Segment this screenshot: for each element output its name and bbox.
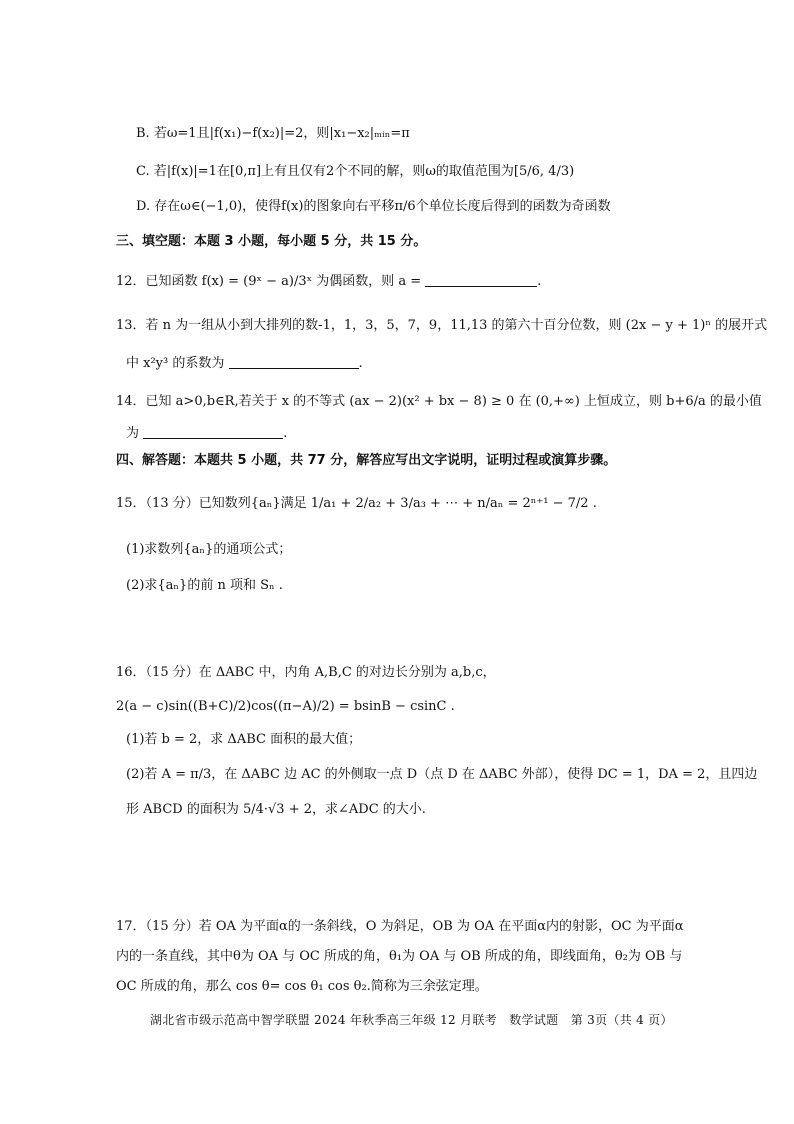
question-16-formula: 2(a − c)sin((B+C)/2)cos((π−A)/2) = bsinB − csinC . xyxy=(116,699,455,714)
question-16-part-2a: (2)若 A = π/3，在 ΔABC 边 AC 的外侧取一点 D（点 D 在 ΔABC 外部），使得 DC = 1，DA = 2，且四边 xyxy=(126,767,758,782)
question-12-text: 12．已知函数 f(x) = (9ˣ − a)/3ˣ 为偶函数，则 a = xyxy=(116,274,422,289)
question-15-part-1: (1)求数列{aₙ}的通项公式； xyxy=(126,542,292,557)
option-c: C. 若|f(x)|=1在[0,π]上有且仅有2个不同的解，则ω的取值范围为[5/6, 4/3) xyxy=(136,164,575,179)
question-15-stem: 15．（13 分）已知数列{aₙ}满足 1/a₁ + 2/a₂ + 3/a₃ + ⋯ + n/aₙ = 2ⁿ⁺¹ − 7/2 . xyxy=(116,496,597,511)
question-13-line-2: 中 x²y³ 的系数为 . xyxy=(126,356,363,371)
answer-blank-14[interactable] xyxy=(143,424,283,439)
answer-blank-13[interactable] xyxy=(229,354,359,369)
question-13-line-1: 13．若 n 为一组从小到大排列的数-1，1，3，5，7，9，11,13 的第六十百分位数，则 (2x − y + 1)ⁿ 的展开式 xyxy=(116,318,768,333)
question-17-text: 17．（15 分）若 OA 为平面α的一条斜线，O 为斜足，OB 为 OA 在平面α内的射影，OC 为平面α内的一条直线，其中θ为 OA 与 OC 所成的角，θ₁为 OA 与 OB 所成的角，即线面角，θ₂为 OB 与 OC 所成的角，那么 cos θ= cos θ₁ cos θ₂.简称为三余弦定理。 xyxy=(116,919,684,994)
option-b: B. 若ω=1且|f(x₁)−f(x₂)|=2，则|x₁−x₂|ₘᵢₙ=π xyxy=(136,126,410,141)
question-12: 12．已知函数 f(x) = (9ˣ − a)/3ˣ 为偶函数，则 a = . xyxy=(116,274,542,289)
question-13-text: 中 x²y³ 的系数为 xyxy=(126,356,225,371)
question-14-line-1: 14．已知 a>0,b∈R,若关于 x 的不等式 (ax − 2)(x² + bx − 8) ≥ 0 在 (0,+∞) 上恒成立，则 b+6/a 的最小值 xyxy=(116,394,762,409)
question-14-text: 为 xyxy=(126,426,140,441)
section-4-heading: 四、解答题：本题共 5 小题，共 77 分，解答应写出文字说明，证明过程或演算步骤。 xyxy=(116,453,617,468)
page-footer: 湖北省市级示范高中智学联盟 2024 年秋季高三年级 12 月联考 数学试题 第 3页（共 4 页） xyxy=(150,1013,673,1027)
question-16-part-1: (1)若 b = 2，求 ΔABC 面积的最大值； xyxy=(126,732,362,747)
question-16-part-2b: 形 ABCD 的面积为 5/4·√3 + 2，求∠ADC 的大小. xyxy=(126,802,426,817)
question-14-line-2: 为 . xyxy=(126,426,288,441)
section-3-heading: 三、填空题：本题 3 小题，每小题 5 分，共 15 分。 xyxy=(116,234,427,249)
question-16-stem: 16．（15 分）在 ΔABC 中，内角 A,B,C 的对边长分别为 a,b,c， xyxy=(116,665,496,680)
answer-blank-12[interactable] xyxy=(425,272,537,287)
question-15-part-2: (2)求{aₙ}的前 n 项和 Sₙ . xyxy=(126,578,283,593)
option-d: D. 存在ω∈(−1,0)，使得f(x)的图象向右平移π/6个单位长度后得到的函数为奇函数 xyxy=(136,199,611,214)
